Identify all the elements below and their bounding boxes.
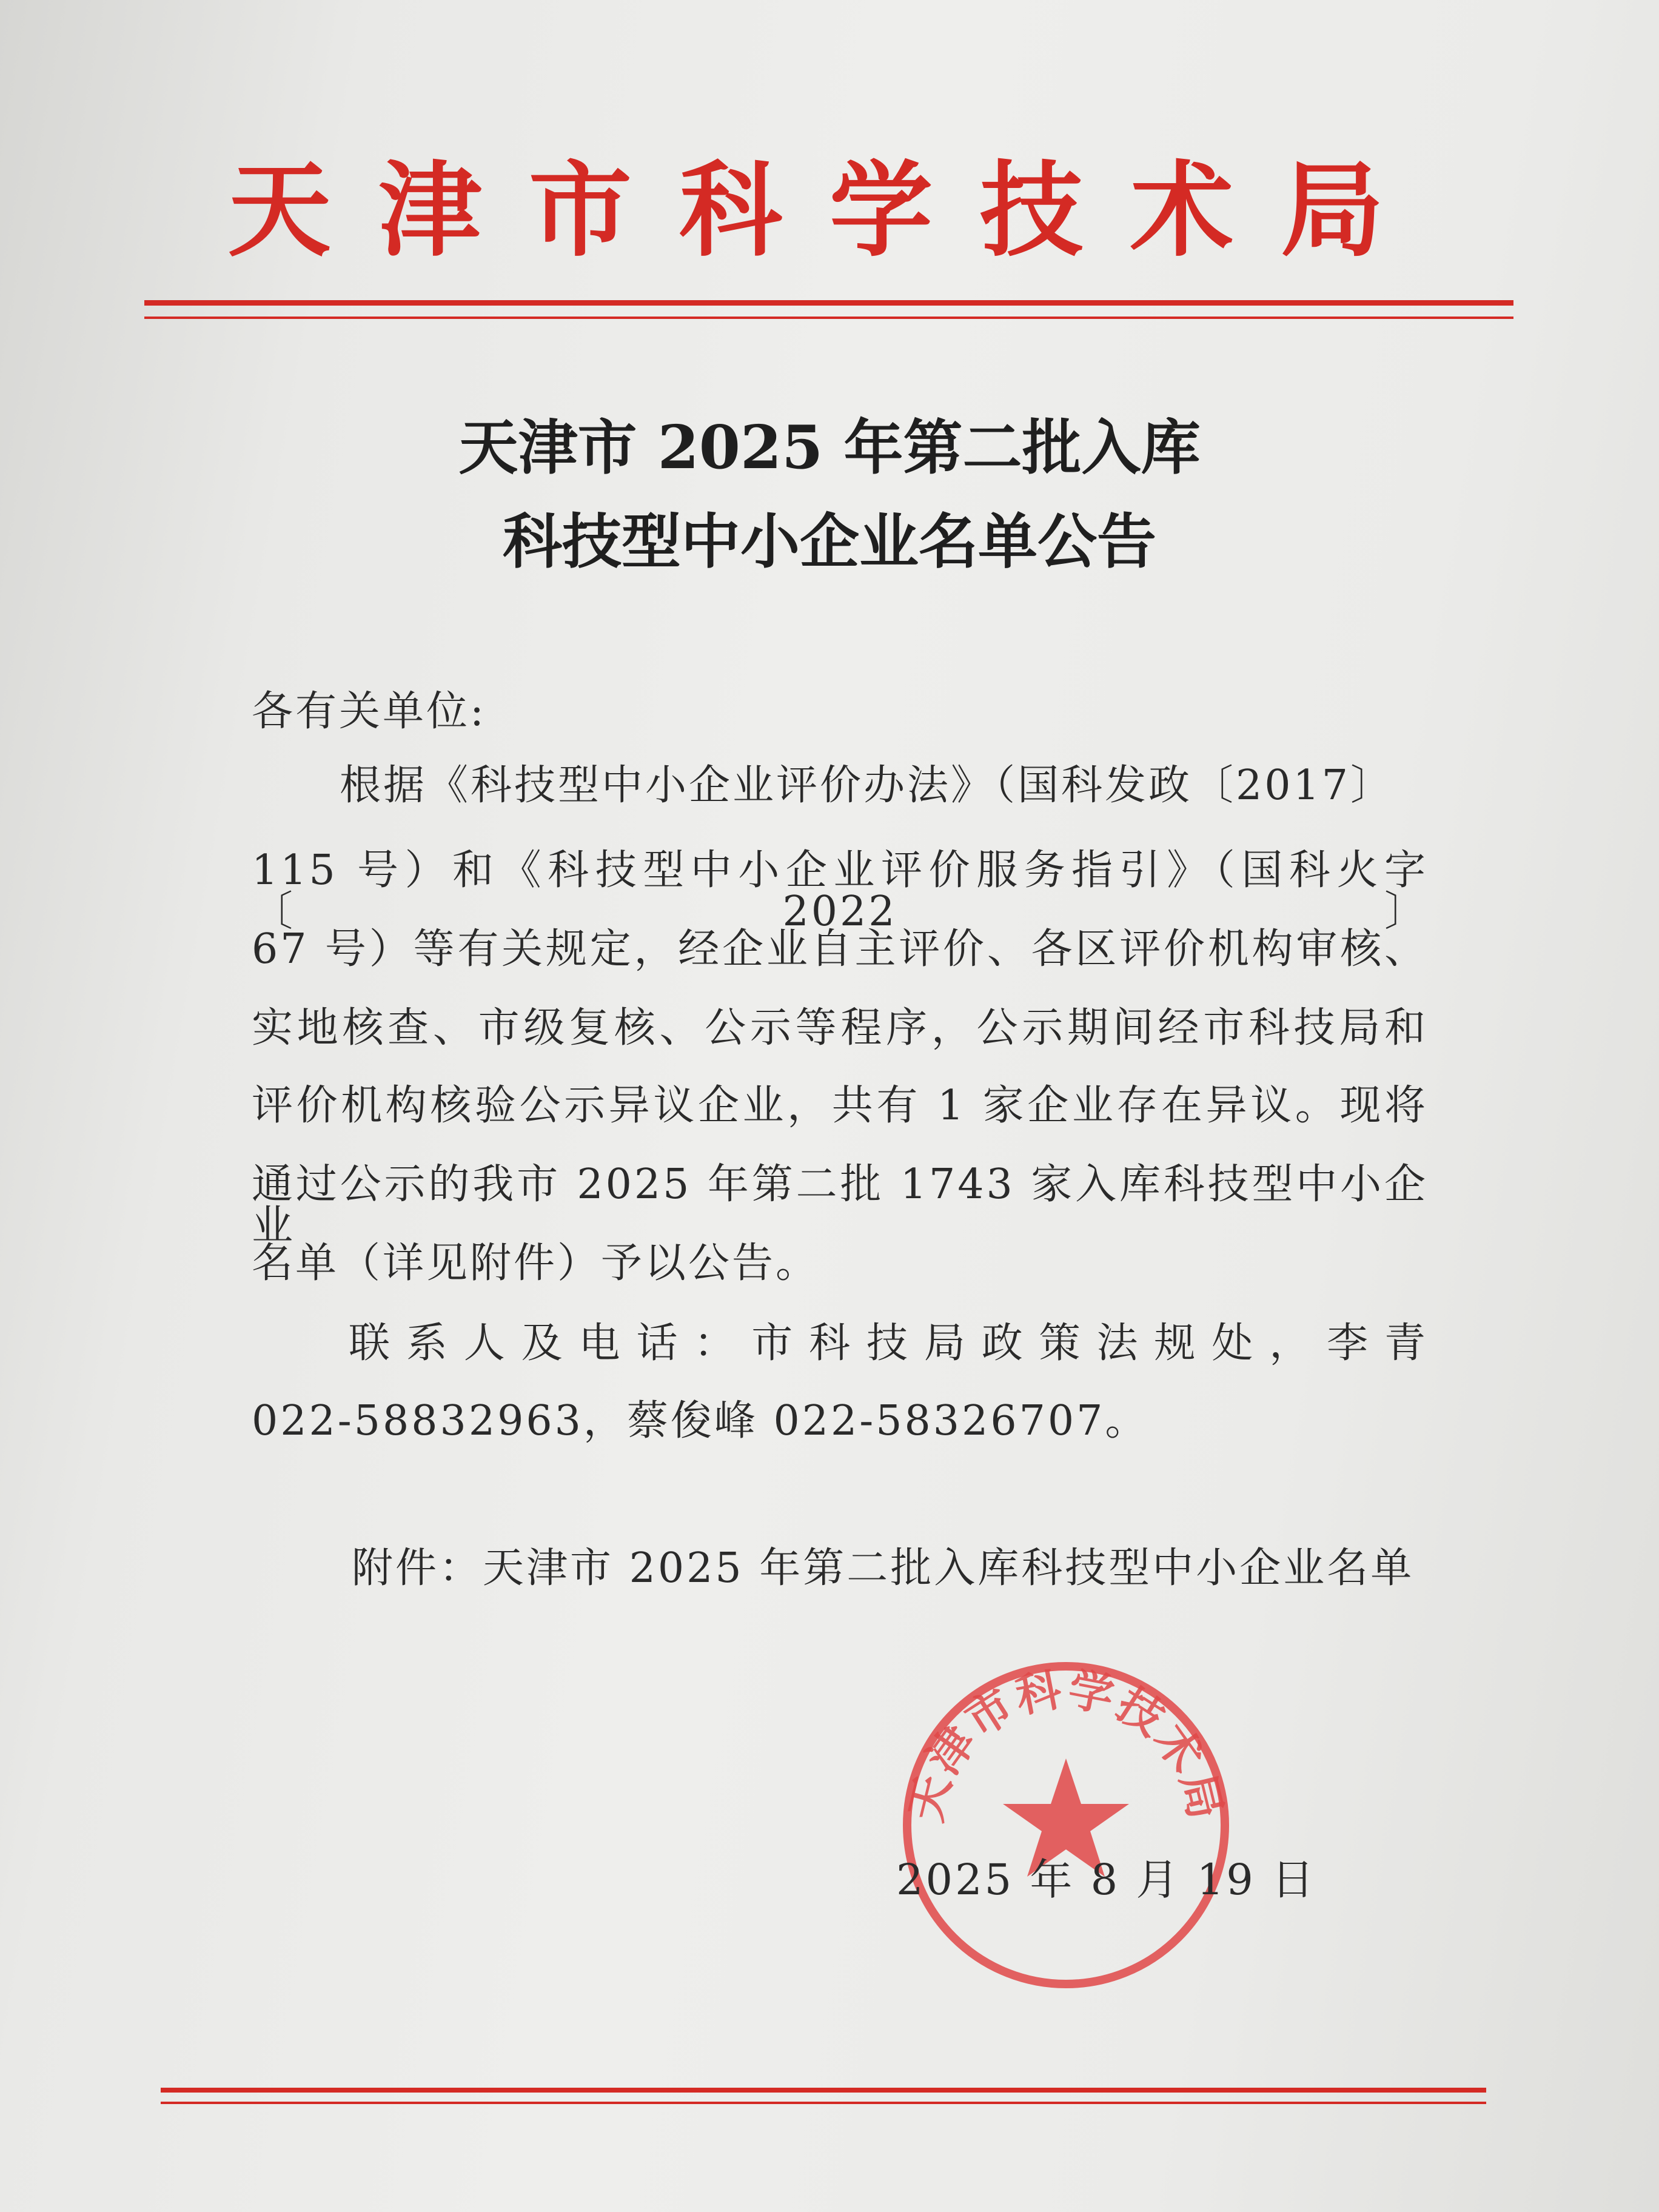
- body-line-2: 115 号）和《科技型中小企业评价服务指引》（国科火字〔2022〕: [252, 846, 1428, 936]
- seal-text: 天津市科学技术局: [899, 1663, 1233, 1826]
- body-line-4: 实地核查、市级复核、公示等程序，公示期间经市科技局和: [252, 1004, 1428, 1052]
- body-line-7: 名单（详见附件）予以公告。: [252, 1239, 820, 1287]
- issue-date: 2025 年 8 月 19 日: [896, 1855, 1317, 1905]
- official-seal-icon: [896, 1655, 1236, 1995]
- document-title-line-2: 科技型中小企业名单公告: [502, 507, 1156, 577]
- document-title-line-1: 天津市 2025 年第二批入库: [458, 413, 1201, 483]
- body-line-9: 022-58832963，蔡俊峰 022-58326707。: [252, 1397, 1149, 1445]
- body-line-5: 评价机构核验公示异议企业，共有 1 家企业存在异议。现将: [252, 1082, 1428, 1130]
- letterhead-rule-thin: [144, 317, 1513, 319]
- attachment-note: 附件：天津市 2025 年第二批入库科技型中小企业名单: [352, 1544, 1415, 1592]
- footer-rule-thick: [161, 2088, 1486, 2093]
- footer-rule-thin: [161, 2102, 1486, 2104]
- letterhead-issuer: 天津市科学技术局: [227, 150, 1431, 271]
- letterhead-rule-thick: [144, 300, 1513, 306]
- body-line-6: 通过公示的我市 2025 年第二批 1743 家入库科技型中小企业: [252, 1161, 1428, 1250]
- salutation: 各有关单位:: [252, 688, 486, 736]
- body-line-8: 联系人及电话：市科技局政策法规处，李青: [349, 1319, 1428, 1367]
- body-line-3: 67 号）等有关规定，经企业自主评价、各区评价机构审核、: [252, 925, 1428, 973]
- body-line-1: 根据《科技型中小企业评价办法》（国科发政〔2017〕: [340, 762, 1395, 809]
